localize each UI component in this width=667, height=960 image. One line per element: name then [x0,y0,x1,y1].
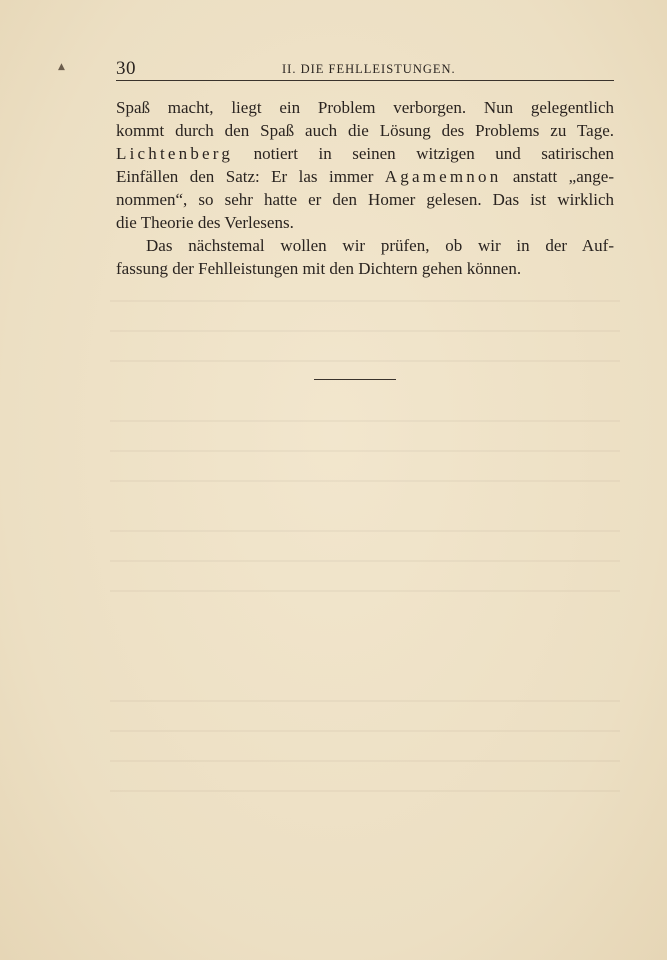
show-through-line [110,790,620,792]
show-through-line [110,480,620,482]
text-line-3 [116,142,614,165]
show-through-line [110,450,620,452]
text-line-3-rest: notiert in seinen witzigen und satirischen [233,144,614,163]
show-through-line [110,420,620,422]
show-through-line [110,700,620,702]
text-line-8: fassung der Fehlleistungen mit den Dichtern gehen können. [116,259,522,278]
page-header [116,58,614,80]
body-text [116,96,614,280]
text-line-4 [116,165,614,188]
name-agamemnon: Agamemnon [384,167,502,186]
text-line-4-end: anstatt „ange- [501,167,614,186]
show-through-line [110,360,620,362]
section-divider [314,379,396,380]
text-line-5: nommen“, so sehr hatte er den Homer gelesen. Das ist wirklich [116,190,614,209]
running-head: II. DIE FEHLLEISTUNGEN. [282,62,456,76]
page-number: 30 [116,58,136,79]
text-line-4-start: Einfällen den Satz: Er las immer [116,167,385,186]
show-through-line [110,590,620,592]
header-rule [116,80,614,81]
show-through-line [110,760,620,762]
show-through-line [110,560,620,562]
show-through-line [110,300,620,302]
show-through-line [110,730,620,732]
text-line-6: die Theorie des Verlesens. [116,213,294,232]
text-line-1: Spaß macht, liegt ein Problem verborgen. Nun gelegentlich [116,98,614,117]
corner-mark: ▲ [58,62,65,72]
text-line-2: kommt durch den Spaß auch die Lösung des Problems zu Tage. [116,121,614,140]
show-through-line [110,330,620,332]
text-line-7: Das nächstemal wollen wir prüfen, ob wir in der Auf- [146,236,614,255]
show-through-line [110,530,620,532]
name-lichtenberg: Lichtenberg [116,144,234,163]
